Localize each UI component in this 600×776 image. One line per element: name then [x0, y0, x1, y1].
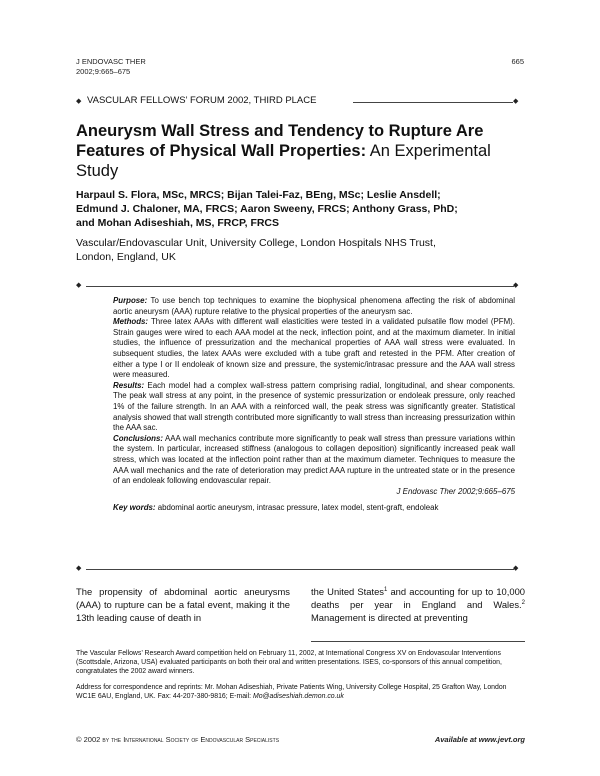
abstract-keywords: Key words: abdominal aortic aneurysm, intrasac pressure, latex model, stent-graft, endoleak: [113, 503, 439, 513]
affiliation-line: Vascular/Endovascular Unit, University College, London Hospitals NHS Trust,: [76, 237, 436, 249]
page-number: 665: [511, 57, 524, 66]
forum-label: VASCULAR FELLOWS’ FORUM 2002, THIRD PLACE: [87, 95, 317, 106]
author-line: and Mohan Adiseshiah, MS, FRCP, FRCS: [76, 217, 280, 229]
author-line: Harpaul S. Flora, MSc, MRCS; Bijan Talei-Faz, BEng, MSc; Leslie Ansdell;: [76, 189, 441, 201]
diamond-left-icon: ◆: [76, 98, 82, 105]
article-title: [76, 121, 526, 181]
diamond-right-icon: ◆: [513, 565, 519, 572]
abstract-methods: Methods: Three latex AAAs with different wall elasticities were tested in a validated pulsatile flow model (PFM). Strain gauges were wired to each AAA model at the neck, inflection point, and at the maximum diameter. In initial studies, the influence of pressurization and the mechanical properties of AAA wall stress were evaluated. In subsequent studies, the latex AAAs were excluded with a tube graft and retested in the PFM. After creation of either a type I or II endoleak of known size and pressure, the systemic/intrasac pressure and the AAA wall stress were measured.: [113, 317, 515, 380]
copyright: © 2002 by the International Society of Endovascular Specialists: [76, 735, 280, 744]
affiliation-line: London, England, UK: [76, 251, 176, 263]
author-list: [76, 188, 526, 230]
address-note: Address for correspondence and reprints: Mr. Mohan Adiseshiah, Private Patients Wing, University College Hospital, 25 Grafton Way, London WC1E 6AU, England, UK. Fax: 44-207-380-9816; E-mail: Mo@adiseshiah.demon.co.uk: [76, 683, 507, 700]
title-rest: An Experimental Study: [76, 142, 491, 180]
award-note: The Vascular Fellows’ Research Award competition held on February 11, 2002, at International Congress XV on Endovascular Interventions (Scottsdale, Arizona, USA) evaluated participants on both their oral and written presentations. ISES, co-sponsors of this annual competition, congratulates the 2002 award winners.: [76, 650, 502, 676]
diamond-left-icon: ◆: [76, 565, 82, 572]
footnotes: [76, 649, 525, 701]
body-column-1: The propensity of abdominal aortic aneurysms (AAA) to rupture can be a fatal event, making it the 13th leading cause of death in: [76, 586, 290, 623]
reference-2: 2: [521, 599, 525, 606]
abstract-bottom-rule: [86, 569, 514, 570]
body-column-2: the United States$^1$ and accounting for up to 10,000 deaths per year in England and Wales.$^2$ Management is directed at preventing: [311, 586, 525, 623]
email-link[interactable]: Mo@adiseshiah.demon.co.uk: [252, 692, 344, 700]
abstract-citation: J Endovasc Ther 2002;9:665–675: [396, 486, 515, 496]
journal-name: J ENDOVASC THER: [76, 57, 146, 66]
diamond-right-icon: ◆: [513, 98, 519, 105]
abstract-conclusions: Conclusions: AAA wall mechanics contribute more significantly to peak wall stress than pressure variations within the system. In particular, increased stiffness (analogous to collagen deposition) significantly increased peak wall stress, which was located at the inflection point rather than at the maximum diameter. Techniques to measure the AAA wall mechanics and the rate of deterioration may predict AAA rupture in the untreated state or in the presence of an endoleak following endovascular repair.: [113, 433, 515, 486]
author-line: Edmund J. Chaloner, MA, FRCS; Aaron Sweeny, FRCS; Anthony Grass, PhD;: [76, 203, 458, 215]
journal-volume: 2002;9:665–675: [76, 67, 131, 76]
reference-1: 1: [383, 586, 388, 593]
diamond-right-icon: ◆: [513, 282, 519, 289]
diamond-left-icon: ◆: [76, 282, 82, 289]
journal-url[interactable]: Available at www.jevt.org: [434, 735, 525, 744]
abstract-results: Results: Each model had a complex wall-stress pattern comprising radial, longitudinal, and shear components. The peak wall stress at any point, in the presence of systemic pressurization or endoleak pressure, only reached 1% of the failure strength. In an AAA with a reinforced wall, the peak stress was significantly greater. Statistical analysis showed that wall strength contributed more significantly to wall stress than increasing pressurization within the AAA sac.: [113, 380, 515, 433]
title-bold: Aneurysm Wall Stress and Tendency to Rupture Are Features of Physical Wall Properties:: [76, 122, 484, 160]
abstract-purpose: Purpose: To use bench top techniques to examine the biophysical phenomena affecting the risk of abdominal aortic aneurysm (AAA) rupture relative to the physical properties of the aneurysm sac.: [113, 296, 515, 316]
abstract: [113, 296, 515, 514]
affiliation: [76, 236, 526, 264]
forum-rule: [353, 102, 513, 103]
abstract-top-rule: [86, 286, 514, 287]
footnote-rule: [311, 641, 525, 642]
running-header: [76, 57, 146, 77]
